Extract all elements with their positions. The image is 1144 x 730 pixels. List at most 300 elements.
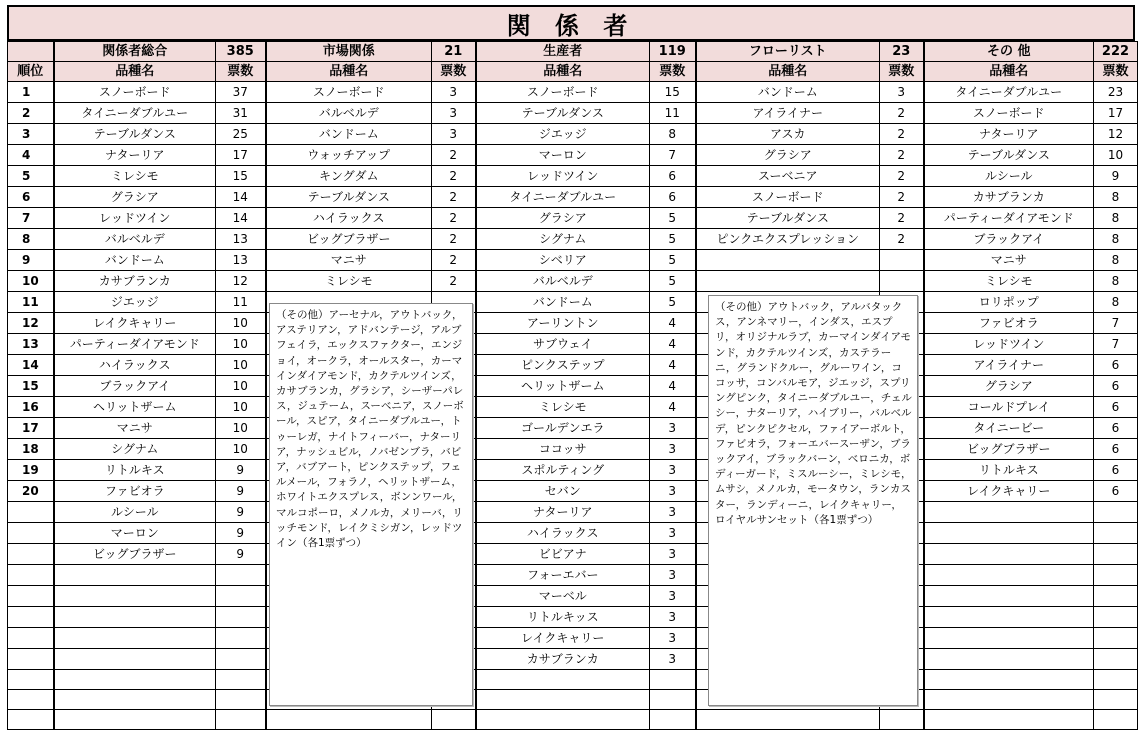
votes-cell: 3 <box>650 544 696 565</box>
variety-cell: ブラックアイ <box>924 229 1094 250</box>
variety-cell: レイクキャリー <box>924 481 1094 502</box>
variety-cell: ファビオラ <box>54 481 216 502</box>
variety-cell: ミレシモ <box>476 397 650 418</box>
group-name: フローリスト <box>696 42 880 62</box>
variety-cell <box>924 565 1094 586</box>
table-row <box>8 544 1138 565</box>
variety-cell <box>476 710 650 730</box>
votes-cell: 4 <box>650 376 696 397</box>
rank-cell <box>8 628 54 649</box>
votes-cell: 2 <box>880 103 924 124</box>
votes-cell: 8 <box>650 124 696 145</box>
votes-cell <box>216 628 266 649</box>
votes-cell: 6 <box>1094 355 1138 376</box>
table-row <box>8 481 1138 502</box>
votes-cell: 3 <box>650 418 696 439</box>
variety-cell: マーベル <box>476 586 650 607</box>
votes-cell: 14 <box>216 187 266 208</box>
votes-cell: 2 <box>432 145 476 166</box>
group-total: 23 <box>880 42 924 62</box>
variety-cell <box>924 670 1094 690</box>
votes-cell <box>1094 586 1138 607</box>
votes-cell: 10 <box>216 376 266 397</box>
votes-cell: 3 <box>650 481 696 502</box>
group-name: 生産者 <box>476 42 650 62</box>
variety-cell: バンドーム <box>54 250 216 271</box>
votes-cell: 17 <box>1094 103 1138 124</box>
variety-cell: テーブルダンス <box>696 208 880 229</box>
votes-cell: 2 <box>432 208 476 229</box>
variety-cell: シグナム <box>476 229 650 250</box>
table-row <box>8 124 1138 145</box>
table-row <box>8 690 1138 710</box>
variety-cell: コールドプレイ <box>924 397 1094 418</box>
vote-table <box>7 41 1138 730</box>
variety-cell: アーリントン <box>476 313 650 334</box>
rank-cell: 20 <box>8 481 54 502</box>
variety-cell: カサブランカ <box>924 187 1094 208</box>
table-row <box>8 670 1138 690</box>
votes-cell: 2 <box>880 145 924 166</box>
group-name: その 他 <box>924 42 1094 62</box>
column-header-row <box>8 62 1138 82</box>
votes-cell <box>880 250 924 271</box>
votes-cell: 9 <box>216 502 266 523</box>
variety-cell: ビッグブラザー <box>266 229 432 250</box>
variety-cell: タイニーダブルユー <box>54 103 216 124</box>
group-header-row <box>8 42 1138 62</box>
votes-cell: 25 <box>216 124 266 145</box>
variety-cell <box>476 670 650 690</box>
rank-cell <box>8 649 54 670</box>
variety-cell: リトルキス <box>54 460 216 481</box>
variety-cell: ハイラックス <box>266 208 432 229</box>
votes-cell: 9 <box>1094 166 1138 187</box>
rank-cell <box>8 502 54 523</box>
group-total: 385 <box>216 42 266 62</box>
votes-cell <box>216 649 266 670</box>
table-row <box>8 376 1138 397</box>
rank-cell: 14 <box>8 355 54 376</box>
votes-cell: 3 <box>650 628 696 649</box>
rank-cell: 13 <box>8 334 54 355</box>
variety-cell: シグナム <box>54 439 216 460</box>
variety-cell: スノーボード <box>476 82 650 103</box>
votes-cell: 2 <box>880 208 924 229</box>
votes-cell: 4 <box>650 313 696 334</box>
variety-cell <box>54 565 216 586</box>
votes-cell <box>1094 670 1138 690</box>
votes-cell: 3 <box>650 607 696 628</box>
variety-cell <box>54 607 216 628</box>
variety-cell: バンドーム <box>266 124 432 145</box>
votes-cell: 2 <box>432 250 476 271</box>
votes-cell: 12 <box>1094 124 1138 145</box>
votes-cell: 7 <box>650 145 696 166</box>
variety-cell <box>924 586 1094 607</box>
variety-cell: レイクキャリー <box>476 628 650 649</box>
votes-header: 票数 <box>1094 62 1138 82</box>
votes-cell: 9 <box>216 544 266 565</box>
votes-cell <box>1094 710 1138 730</box>
votes-cell: 3 <box>432 103 476 124</box>
variety-header: 品種名 <box>476 62 650 82</box>
votes-cell: 3 <box>432 82 476 103</box>
variety-cell: シベリア <box>476 250 650 271</box>
table-row <box>8 187 1138 208</box>
table-row <box>8 628 1138 649</box>
votes-cell: 6 <box>1094 376 1138 397</box>
florist-others-note: （その他）アウトバック，アルバタックス，アンネマリー，インダス，エスプリ，オリジナルラブ，カーマインダイアモンド，カクテルツインズ，カステラーニ，グランドクルー，グルーワイン，ココッサ，コンバルモア，ジエッジ，スプリングピンク，タイニーダブルユー，チェルシー，ナターリア，ハイブリー，バルベルデ，ピンクピクセル，ファイアーボルト，ファビオラ，フォーエバースーザン，ブラックアイ，ブラックバーン，ベロニカ，ボディーガード，ミスルーシー，ミレシモ，ムサシ，メノルカ，モータウン，ランカスター，ランディーニ，レイクキャリー，ロイヤルサンセット（各1票ずつ） <box>708 295 918 706</box>
variety-cell <box>924 607 1094 628</box>
rank-cell: 18 <box>8 439 54 460</box>
variety-cell <box>54 690 216 710</box>
votes-cell: 2 <box>432 166 476 187</box>
votes-cell: 10 <box>216 355 266 376</box>
votes-cell: 8 <box>1094 250 1138 271</box>
variety-cell <box>54 586 216 607</box>
variety-cell: ルシール <box>54 502 216 523</box>
variety-cell: スノーボード <box>266 82 432 103</box>
variety-header: 品種名 <box>696 62 880 82</box>
votes-cell: 2 <box>880 229 924 250</box>
votes-cell: 3 <box>650 502 696 523</box>
votes-cell <box>216 710 266 730</box>
rank-cell: 6 <box>8 187 54 208</box>
rank-cell: 10 <box>8 271 54 292</box>
variety-cell: アイライナー <box>696 103 880 124</box>
rank-cell: 9 <box>8 250 54 271</box>
table-row <box>8 502 1138 523</box>
votes-cell: 3 <box>650 460 696 481</box>
rank-cell: 7 <box>8 208 54 229</box>
votes-cell <box>1094 565 1138 586</box>
votes-cell <box>216 565 266 586</box>
variety-cell: キングダム <box>266 166 432 187</box>
variety-cell: マーロン <box>54 523 216 544</box>
variety-header: 品種名 <box>54 62 216 82</box>
votes-cell: 9 <box>216 460 266 481</box>
variety-cell <box>924 649 1094 670</box>
votes-cell <box>216 586 266 607</box>
variety-cell: スポルティング <box>476 460 650 481</box>
variety-cell: マニサ <box>54 418 216 439</box>
votes-cell <box>650 670 696 690</box>
variety-cell: テーブルダンス <box>54 124 216 145</box>
table-row <box>8 229 1138 250</box>
votes-cell: 10 <box>216 418 266 439</box>
variety-cell: サブウェイ <box>476 334 650 355</box>
variety-cell: レッドツイン <box>476 166 650 187</box>
votes-cell: 8 <box>1094 292 1138 313</box>
votes-cell: 10 <box>216 439 266 460</box>
table-row <box>8 271 1138 292</box>
votes-cell: 9 <box>216 523 266 544</box>
variety-cell: リトルキス <box>924 460 1094 481</box>
variety-cell: スノーボード <box>696 187 880 208</box>
variety-cell: スノーボード <box>54 82 216 103</box>
votes-cell: 8 <box>1094 271 1138 292</box>
votes-cell: 11 <box>650 103 696 124</box>
variety-cell: グラシア <box>924 376 1094 397</box>
votes-cell: 10 <box>216 397 266 418</box>
variety-cell <box>54 670 216 690</box>
votes-cell: 3 <box>880 82 924 103</box>
variety-cell: ミレシモ <box>266 271 432 292</box>
votes-cell: 6 <box>650 166 696 187</box>
table-row <box>8 565 1138 586</box>
variety-cell <box>924 502 1094 523</box>
votes-cell: 6 <box>1094 397 1138 418</box>
votes-cell: 3 <box>650 586 696 607</box>
variety-cell: ルシール <box>924 166 1094 187</box>
rank-cell: 16 <box>8 397 54 418</box>
votes-cell: 15 <box>650 82 696 103</box>
variety-cell <box>924 690 1094 710</box>
table-row <box>8 607 1138 628</box>
table-row <box>8 250 1138 271</box>
rank-cell: 3 <box>8 124 54 145</box>
rank-cell: 8 <box>8 229 54 250</box>
votes-cell: 2 <box>432 229 476 250</box>
votes-cell: 4 <box>650 334 696 355</box>
votes-cell <box>1094 690 1138 710</box>
votes-cell <box>432 710 476 730</box>
votes-cell <box>650 690 696 710</box>
table-row <box>8 418 1138 439</box>
votes-cell: 8 <box>1094 187 1138 208</box>
votes-cell: 10 <box>216 334 266 355</box>
variety-cell: タイニーダブルユー <box>476 187 650 208</box>
variety-cell: フォーエバー <box>476 565 650 586</box>
votes-cell: 5 <box>650 229 696 250</box>
votes-cell: 31 <box>216 103 266 124</box>
variety-cell: ナターリア <box>54 145 216 166</box>
market-others-note: （その他）アーセナル，アウトバック，アステリアン，アドバンテージ，アルブフェイラ，エックスファクター，エンジョイ，オークラ，オールスター，カーマインダイアモンド，カクテルツインズ，カサブランカ，グラシア，シーザーパレス，ジュテーム，スーベニア，スノーボール，スピア，タイニーダブルユー，トゥーレガ，ナイトフィーバー，ナターリア，ナッシュビル，ノバゼンブラ，バビア，バブアート，ピンクステップ，フェルメール，フォラノ，ヘリットザーム，ホワイトエクスプレス，ボンンワール，マルコポーロ，メノルカ，メリーバ，リッチモンド，レイクミシガン，レッドツイン（各1票ずつ） <box>269 303 473 706</box>
votes-cell <box>650 710 696 730</box>
variety-cell: ヘリットザーム <box>476 376 650 397</box>
variety-cell: ブラックアイ <box>54 376 216 397</box>
votes-cell <box>1094 502 1138 523</box>
variety-cell <box>54 628 216 649</box>
votes-cell <box>1094 607 1138 628</box>
votes-cell <box>1094 628 1138 649</box>
variety-cell: レッドツイン <box>924 334 1094 355</box>
rank-cell: 4 <box>8 145 54 166</box>
variety-cell: アイライナー <box>924 355 1094 376</box>
votes-cell <box>216 607 266 628</box>
votes-cell: 3 <box>650 523 696 544</box>
rank-cell: 12 <box>8 313 54 334</box>
table-row <box>8 586 1138 607</box>
group-total: 222 <box>1094 42 1138 62</box>
variety-cell: ジエッジ <box>54 292 216 313</box>
variety-cell: タイニーダブルユー <box>924 82 1094 103</box>
votes-cell: 14 <box>216 208 266 229</box>
variety-cell: カサブランカ <box>54 271 216 292</box>
votes-cell: 6 <box>650 187 696 208</box>
votes-cell: 8 <box>1094 229 1138 250</box>
rank-cell <box>8 586 54 607</box>
variety-cell: ウォッチアップ <box>266 145 432 166</box>
votes-cell: 2 <box>880 166 924 187</box>
variety-cell: パーティーダイアモンド <box>924 208 1094 229</box>
votes-cell: 3 <box>650 649 696 670</box>
rank-cell <box>8 607 54 628</box>
variety-cell: バルベルデ <box>266 103 432 124</box>
group-name: 市場関係 <box>266 42 432 62</box>
votes-cell <box>880 710 924 730</box>
votes-cell: 23 <box>1094 82 1138 103</box>
table-row <box>8 397 1138 418</box>
votes-cell: 5 <box>650 208 696 229</box>
rank-cell: 15 <box>8 376 54 397</box>
variety-cell: パーティーダイアモンド <box>54 334 216 355</box>
table-row <box>8 710 1138 730</box>
variety-cell: グラシア <box>476 208 650 229</box>
variety-cell: リトルキッス <box>476 607 650 628</box>
variety-cell: ハイラックス <box>476 523 650 544</box>
votes-header: 票数 <box>216 62 266 82</box>
votes-cell: 6 <box>1094 439 1138 460</box>
table-row <box>8 313 1138 334</box>
rank-cell: 1 <box>8 82 54 103</box>
votes-cell: 10 <box>216 313 266 334</box>
variety-cell: ミレシモ <box>924 271 1094 292</box>
votes-cell <box>216 690 266 710</box>
variety-cell: ジエッジ <box>476 124 650 145</box>
votes-cell <box>1094 649 1138 670</box>
votes-cell: 7 <box>1094 334 1138 355</box>
rank-cell: 19 <box>8 460 54 481</box>
votes-cell <box>880 271 924 292</box>
votes-cell: 9 <box>216 481 266 502</box>
votes-cell: 13 <box>216 229 266 250</box>
variety-cell: グラシア <box>54 187 216 208</box>
votes-cell: 6 <box>1094 418 1138 439</box>
variety-cell: ロリポップ <box>924 292 1094 313</box>
votes-cell: 17 <box>216 145 266 166</box>
votes-cell: 5 <box>650 250 696 271</box>
votes-cell: 37 <box>216 82 266 103</box>
variety-cell: テーブルダンス <box>266 187 432 208</box>
variety-cell: ビビアナ <box>476 544 650 565</box>
votes-cell <box>1094 544 1138 565</box>
variety-cell: テーブルダンス <box>924 145 1094 166</box>
variety-cell <box>924 544 1094 565</box>
votes-cell: 2 <box>432 271 476 292</box>
variety-cell: カサブランカ <box>476 649 650 670</box>
variety-cell: スーベニア <box>696 166 880 187</box>
group-total: 119 <box>650 42 696 62</box>
rank-header: 順位 <box>8 62 54 82</box>
table-row <box>8 334 1138 355</box>
votes-cell: 15 <box>216 166 266 187</box>
rank-cell <box>8 544 54 565</box>
votes-cell <box>216 670 266 690</box>
variety-cell: ハイラックス <box>54 355 216 376</box>
variety-cell: バンドーム <box>696 82 880 103</box>
sheet <box>7 5 1137 707</box>
table-row <box>8 649 1138 670</box>
votes-cell: 5 <box>650 271 696 292</box>
variety-cell: レッドツイン <box>54 208 216 229</box>
votes-cell: 2 <box>880 187 924 208</box>
votes-cell: 4 <box>650 397 696 418</box>
table-row <box>8 145 1138 166</box>
variety-cell: グラシア <box>696 145 880 166</box>
votes-cell: 2 <box>880 124 924 145</box>
table-row <box>8 355 1138 376</box>
votes-header: 票数 <box>650 62 696 82</box>
group-total: 21 <box>432 42 476 62</box>
variety-header: 品種名 <box>924 62 1094 82</box>
variety-cell: マニサ <box>924 250 1094 271</box>
variety-cell: ピンクエクスプレッション <box>696 229 880 250</box>
votes-cell: 13 <box>216 250 266 271</box>
rank-cell: 17 <box>8 418 54 439</box>
variety-cell: タイニービー <box>924 418 1094 439</box>
rank-cell <box>8 523 54 544</box>
variety-header: 品種名 <box>266 62 432 82</box>
variety-cell: ココッサ <box>476 439 650 460</box>
table-row <box>8 166 1138 187</box>
votes-cell: 12 <box>216 271 266 292</box>
variety-cell: バルベルデ <box>54 229 216 250</box>
variety-cell: マニサ <box>266 250 432 271</box>
variety-cell: スノーボード <box>924 103 1094 124</box>
votes-cell: 6 <box>1094 481 1138 502</box>
variety-cell: ゴールデンエラ <box>476 418 650 439</box>
votes-cell: 3 <box>650 565 696 586</box>
variety-cell: ビッグブラザー <box>54 544 216 565</box>
variety-cell <box>696 271 880 292</box>
table-row <box>8 460 1138 481</box>
variety-cell <box>696 250 880 271</box>
votes-cell <box>1094 523 1138 544</box>
variety-cell: レイクキャリー <box>54 313 216 334</box>
votes-cell: 7 <box>1094 313 1138 334</box>
variety-cell: アスカ <box>696 124 880 145</box>
rank-cell <box>8 710 54 730</box>
variety-cell <box>54 649 216 670</box>
variety-cell: セバン <box>476 481 650 502</box>
variety-cell <box>266 710 432 730</box>
variety-cell: ナターリア <box>476 502 650 523</box>
table-row <box>8 439 1138 460</box>
rank-header-blank <box>8 42 54 62</box>
table-row <box>8 292 1138 313</box>
variety-cell <box>924 628 1094 649</box>
table-row <box>8 523 1138 544</box>
variety-cell: テーブルダンス <box>476 103 650 124</box>
variety-cell <box>54 710 216 730</box>
rank-cell <box>8 565 54 586</box>
votes-cell: 11 <box>216 292 266 313</box>
group-name: 関係者総合 <box>54 42 216 62</box>
variety-cell: マーロン <box>476 145 650 166</box>
rank-cell <box>8 670 54 690</box>
rank-cell <box>8 690 54 710</box>
variety-cell: ビッグブラザー <box>924 439 1094 460</box>
variety-cell: ミレシモ <box>54 166 216 187</box>
rank-cell: 2 <box>8 103 54 124</box>
table-row <box>8 208 1138 229</box>
variety-cell: ナターリア <box>924 124 1094 145</box>
rank-cell: 11 <box>8 292 54 313</box>
votes-cell: 6 <box>1094 460 1138 481</box>
variety-cell <box>476 690 650 710</box>
